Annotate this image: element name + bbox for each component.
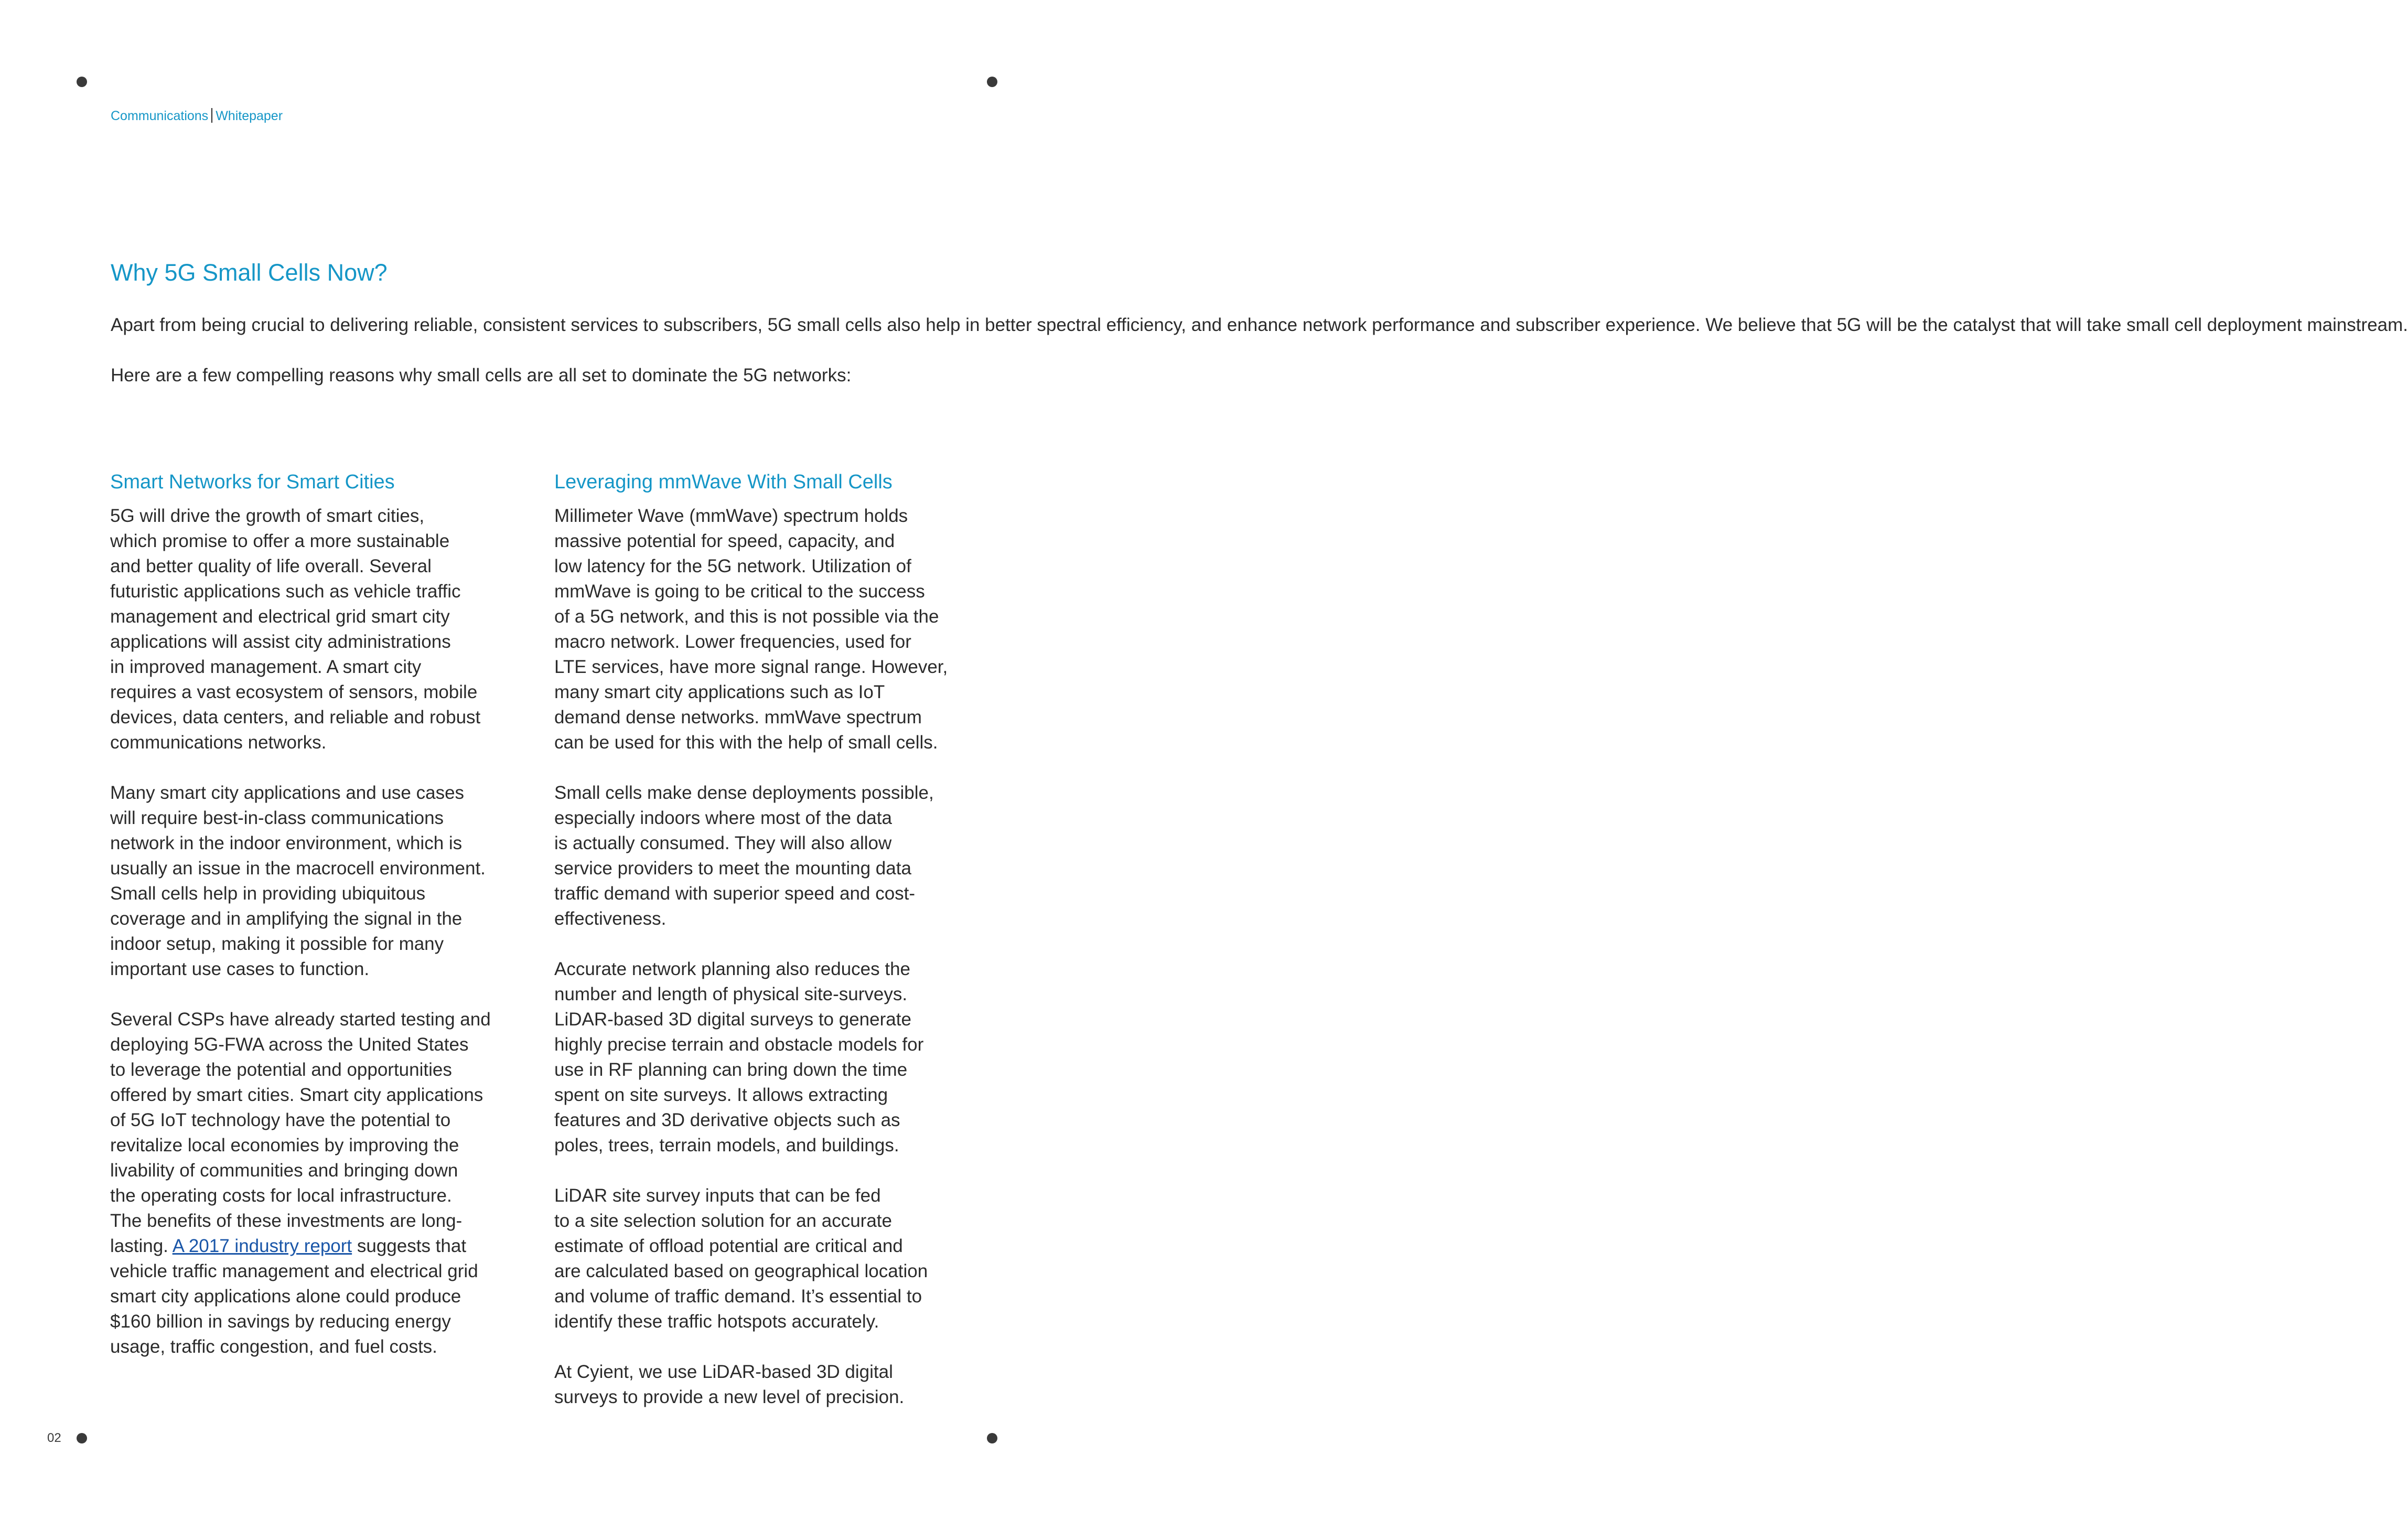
intro-section <box>111 313 2408 388</box>
left-paragraph-3 <box>110 1007 530 1360</box>
text-line: vehicle traffic management and electrical grid <box>110 1261 478 1281</box>
text-line: to a site selection solution for an accurate <box>554 1211 892 1231</box>
right-paragraph-2 <box>554 780 974 932</box>
text-line: Many smart city applications and use cases <box>110 783 465 803</box>
text-line: demand dense networks. mmWave spectrum <box>554 707 922 728</box>
text-line: livability of communities and bringing down <box>110 1160 458 1181</box>
text-line: indoor setup, making it possible for many <box>110 934 444 954</box>
text-line: important use cases to function. <box>110 959 370 979</box>
text-line: $160 billion in savings by reducing energy <box>110 1311 451 1332</box>
text-line: usually an issue in the macrocell environment. <box>110 858 486 879</box>
text-line: and better quality of life overall. Several <box>110 556 432 576</box>
text-line: estimate of offload potential are critical and <box>554 1236 903 1256</box>
text-line: LTE services, have more signal range. However, <box>554 657 948 677</box>
page-title: Why 5G Small Cells Now? <box>111 259 388 286</box>
text-line: Small cells help in providing ubiquitous <box>110 883 426 904</box>
industry-report-link[interactable]: A 2017 industry report <box>172 1236 352 1256</box>
intro-line: help in better spectral efficiency, and enhance network performance and subscriber experience. <box>926 315 1701 335</box>
page-number: 02 <box>47 1431 61 1445</box>
text-line: traffic demand with superior speed and cost- <box>554 883 916 904</box>
left-column <box>110 469 530 1385</box>
text-line: of 5G IoT technology have the potential to <box>110 1110 451 1130</box>
text-line: in improved management. A smart city <box>110 657 422 677</box>
left-paragraph-2 <box>110 780 530 982</box>
corner-dot-bottom-left <box>77 1433 87 1443</box>
text-line: to leverage the potential and opportunities <box>110 1060 452 1080</box>
link-prefix: lasting. <box>110 1236 168 1256</box>
text-line: Several CSPs have already started testing and <box>110 1009 491 1030</box>
text-line: requires a vast ecosystem of sensors, mobile <box>110 682 478 702</box>
intro-paragraph-1 <box>111 313 2408 338</box>
text-line: deploying 5G-FWA across the United States <box>110 1034 469 1055</box>
text-line: massive potential for speed, capacity, and <box>554 531 895 551</box>
text-line: coverage and in amplifying the signal in the <box>110 908 463 929</box>
text-line: network in the indoor environment, which is <box>110 833 463 853</box>
text-line: effectiveness. <box>554 908 666 929</box>
text-line-with-link <box>110 1234 530 1259</box>
text-line: identify these traffic hotspots accurately. <box>554 1311 879 1332</box>
text-line: At Cyient, we use LiDAR-based 3D digital <box>554 1362 893 1382</box>
text-line: 5G will drive the growth of smart cities, <box>110 506 425 526</box>
text-line: applications will assist city administrations <box>110 632 451 652</box>
text-line: low latency for the 5G network. Utilization of <box>554 556 911 576</box>
text-line: management and electrical grid smart city <box>110 606 450 627</box>
corner-dot-bottom-right <box>987 1433 997 1443</box>
text-line: features and 3D derivative objects such as <box>554 1110 900 1130</box>
text-line: futuristic applications such as vehicle traffic <box>110 581 461 602</box>
text-line: Millimeter Wave (mmWave) spectrum holds <box>554 506 908 526</box>
text-line: number and length of physical site-surveys. <box>554 984 908 1004</box>
intro-line: We believe that 5G will be the catalyst that will take small cell deployment mainstream. <box>1705 315 2408 335</box>
corner-dot-top-left <box>77 77 87 87</box>
text-line: communications networks. <box>110 732 327 753</box>
right-paragraph-5 <box>554 1360 974 1410</box>
text-line: The benefits of these investments are long- <box>110 1211 463 1231</box>
text-line: the operating costs for local infrastructure. <box>110 1185 452 1206</box>
text-line: use in RF planning can bring down the time <box>554 1060 908 1080</box>
text-line: revitalize local economies by improving the <box>110 1135 459 1156</box>
text-line: Small cells make dense deployments possible, <box>554 783 934 803</box>
text-line: which promise to offer a more sustainable <box>110 531 450 551</box>
text-line: highly precise terrain and obstacle models for <box>554 1034 924 1055</box>
text-line: is actually consumed. They will also allow <box>554 833 892 853</box>
text-line: LiDAR-based 3D digital surveys to generate <box>554 1009 911 1030</box>
text-line: surveys to provide a new level of precision. <box>554 1387 905 1407</box>
text-line: can be used for this with the help of small cells. <box>554 732 938 753</box>
header-category: Communications <box>111 109 209 123</box>
text-line: service providers to meet the mounting data <box>554 858 911 879</box>
text-line: macro network. Lower frequencies, used for <box>554 632 911 652</box>
text-line: many smart city applications such as IoT <box>554 682 885 702</box>
text-line: poles, trees, terrain models, and buildings. <box>554 1135 899 1156</box>
left-paragraph-1 <box>110 504 530 755</box>
text-line: devices, data centers, and reliable and robust <box>110 707 481 728</box>
left-column-heading: Smart Networks for Smart Cities <box>110 471 395 493</box>
header-doc-type: Whitepaper <box>216 109 283 123</box>
text-line: will require best-in-class communications <box>110 808 444 828</box>
corner-dot-top-right <box>987 77 997 87</box>
text-line: Accurate network planning also reduces the <box>554 959 911 979</box>
right-paragraph-4 <box>554 1183 974 1334</box>
text-line: offered by smart cities. Smart city applications <box>110 1085 483 1105</box>
header-separator <box>211 108 212 123</box>
text-line: and volume of traffic demand. It’s essential to <box>554 1286 922 1307</box>
text-line: mmWave is going to be critical to the success <box>554 581 925 602</box>
header-breadcrumb <box>111 108 283 124</box>
right-column-heading: Leveraging mmWave With Small Cells <box>554 471 893 493</box>
right-paragraph-3 <box>554 957 974 1158</box>
link-suffix: suggests that <box>357 1236 467 1256</box>
intro-line: Apart from being crucial to delivering reliable, consistent services to subscribers, 5G small cells also <box>111 315 921 335</box>
text-line: especially indoors where most of the data <box>554 808 892 828</box>
text-line: smart city applications alone could produce <box>110 1286 461 1307</box>
intro-paragraph-2: Here are a few compelling reasons why small cells are all set to dominate the 5G networks: <box>111 365 852 386</box>
text-line: of a 5G network, and this is not possible via the <box>554 606 939 627</box>
right-column <box>554 469 974 1435</box>
text-line: are calculated based on geographical location <box>554 1261 928 1281</box>
text-line: spent on site surveys. It allows extracting <box>554 1085 888 1105</box>
right-paragraph-1 <box>554 504 974 755</box>
text-line: LiDAR site survey inputs that can be fed <box>554 1185 881 1206</box>
text-line: usage, traffic congestion, and fuel costs. <box>110 1336 437 1357</box>
